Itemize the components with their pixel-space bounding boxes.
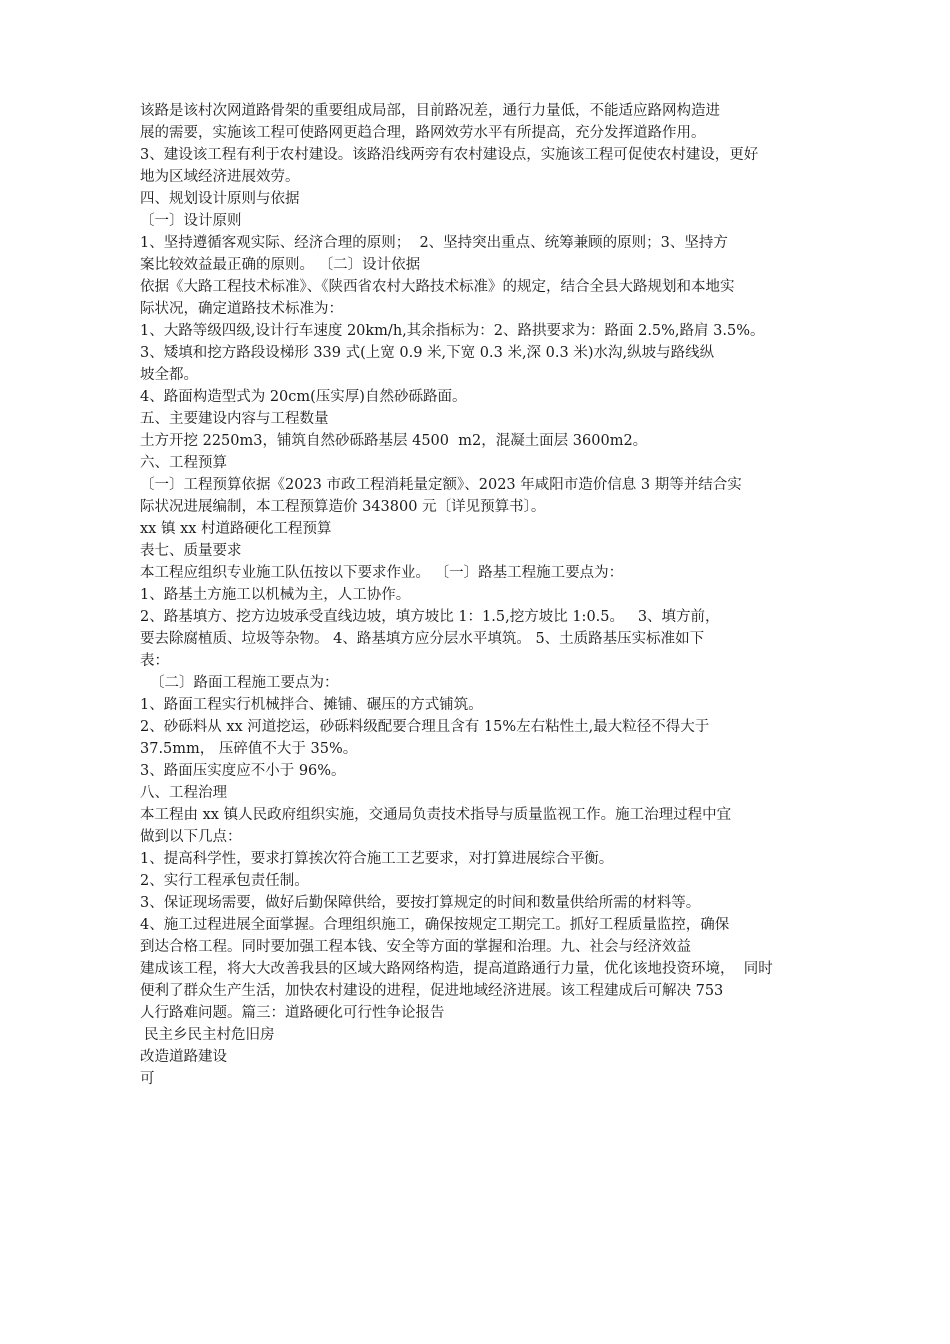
paragraph-line: 到达合格工程。同时要加强工程本钱、安全等方面的掌握和治理。九、社会与经济效益 (140, 939, 691, 955)
subsection-heading: 〔一〕设计原则 (140, 213, 242, 229)
subsection-heading: 〔二〕路面工程施工要点为： (150, 675, 339, 691)
section-heading: 五、主要建设内容与工程数量 (140, 411, 329, 427)
paragraph-line: 本工程应组织专业施工队伍按以下要求作业。 〔一〕路基工程施工要点为： (140, 565, 624, 581)
section-heading: 六、工程预算 (140, 455, 227, 471)
paragraph-line: 际状况进展编制，本工程预算造价 343800 元〔详见预算书〕。 (140, 499, 546, 515)
paragraph-line: 3、保证现场需要，做好后勤保障供给，要按打算规定的时间和数量供给所需的材料等。 (140, 895, 701, 911)
paragraph-line: 际状况，确定道路技术标准为： (140, 301, 343, 317)
paragraph-line: 2、砂砾料从 xx 河道挖运，砂砾料级配要合理且含有 15%左右粘性土,最大粒径不得大于 (140, 719, 710, 735)
paragraph-line: 1、坚持遵循客观实际、经济合理的原则； 2、坚持突出重点、统筹兼顾的原则；3、坚持方 (140, 235, 728, 251)
paragraph-line: 2、路基填方、挖方边坡承受直线边坡，填方坡比 1：1.5,挖方坡比 1:0.5。 3、填方前， (140, 609, 720, 625)
section-heading: 八、工程治理 (140, 785, 227, 801)
paragraph-line: 依据《大路工程技术标准》、《陕西省农村大路技术标准》的规定，结合全县大路规划和本地实 (140, 279, 735, 295)
paragraph-line: 坡全都。 (140, 367, 198, 383)
paragraph-line: 1、路面工程实行机械拌合、摊铺、碾压的方式铺筑。 (140, 697, 483, 713)
paragraph-line: 3、矮填和挖方路段设梯形 339 式(上宽 0.9 米,下宽 0.3 米,深 0.3 米)水沟,纵坡与路线纵 (140, 345, 715, 361)
paragraph-line: 1、提高科学性，要求打算挨次符合施工工艺要求，对打算进展综合平衡。 (140, 851, 614, 867)
cover-title-line: 可 (140, 1071, 155, 1087)
paragraph-line: 37.5mm， 压碎值不大于 35%。 (140, 741, 358, 757)
cover-title-line: 民主乡民主村危旧房 (144, 1027, 275, 1043)
paragraph-line: 1、大路等级四级,设计行车速度 20km/h,其余指标为：2、路拱要求为：路面 2.5%,路肩 3.5%。 (140, 323, 765, 339)
paragraph-line: 4、路面构造型式为 20cm(压实厚)自然砂砾路面。 (140, 389, 467, 405)
paragraph-line: 展的需要，实施该工程可使路网更趋合理，路网效劳水平有所提高，充分发挥道路作用。 (140, 125, 706, 141)
paragraph-line: 3、建设该工程有利于农村建设。该路沿线两旁有农村建设点，实施该工程可促使农村建设，更好 (140, 147, 759, 163)
paragraph-line: 要去除腐植质、垃圾等杂物。 4、路基填方应分层水平填筑。 5、土质路基压实标准如下 (140, 631, 705, 647)
paragraph-line: 土方开挖 2250m3，铺筑自然砂砾路基层 4500 m2，混凝土面层 3600m2。 (140, 433, 648, 449)
paragraph-line: 本工程由 xx 镇人民政府组织实施，交通局负责技术指导与质量监视工作。施工治理过程中宜 (140, 807, 732, 823)
section-heading: 四、规划设计原则与依据 (140, 191, 300, 207)
paragraph-line: xx 镇 xx 村道路硬化工程预算 (140, 521, 332, 537)
section-heading: 表七、质量要求 (140, 543, 242, 559)
paragraph-line: 表： (140, 653, 169, 669)
paragraph-line: 3、路面压实度应不小于 96%。 (140, 763, 346, 779)
paragraph-line: 地为区域经济进展效劳。 (140, 169, 300, 185)
paragraph-line: 4、施工过程进展全面掌握。合理组织施工，确保按规定工期完工。抓好工程质量监控，确保 (140, 917, 730, 933)
paragraph-line: 〔一〕工程预算依据《2023 市政工程消耗量定额》、2023 年咸阳市造价信息 3 期等并结合实 (140, 477, 742, 493)
paragraph-line: 人行路难问题。篇三：道路硬化可行性争论报告 (140, 1005, 445, 1021)
paragraph-line: 建成该工程，将大大改善我县的区域大路网络构造，提高道路通行力量，优化该地投资环境， 同时 (140, 961, 773, 977)
paragraph-line: 做到以下几点： (140, 829, 242, 845)
paragraph-line: 该路是该村次网道路骨架的重要组成局部，目前路况差，通行力量低，不能适应路网构造进 (140, 103, 720, 119)
document-page (140, 100, 820, 1090)
paragraph-line: 2、实行工程承包责任制。 (140, 873, 309, 889)
paragraph-line: 案比较效益最正确的原则。 〔二〕设计依据 (140, 257, 421, 273)
cover-title-line: 改造道路建设 (140, 1049, 227, 1065)
paragraph-line: 便利了群众生产生活，加快农村建设的进程，促进地域经济进展。该工程建成后可解决 753 (140, 983, 724, 999)
paragraph-line: 1、路基土方施工以机械为主，人工协作。 (140, 587, 411, 603)
